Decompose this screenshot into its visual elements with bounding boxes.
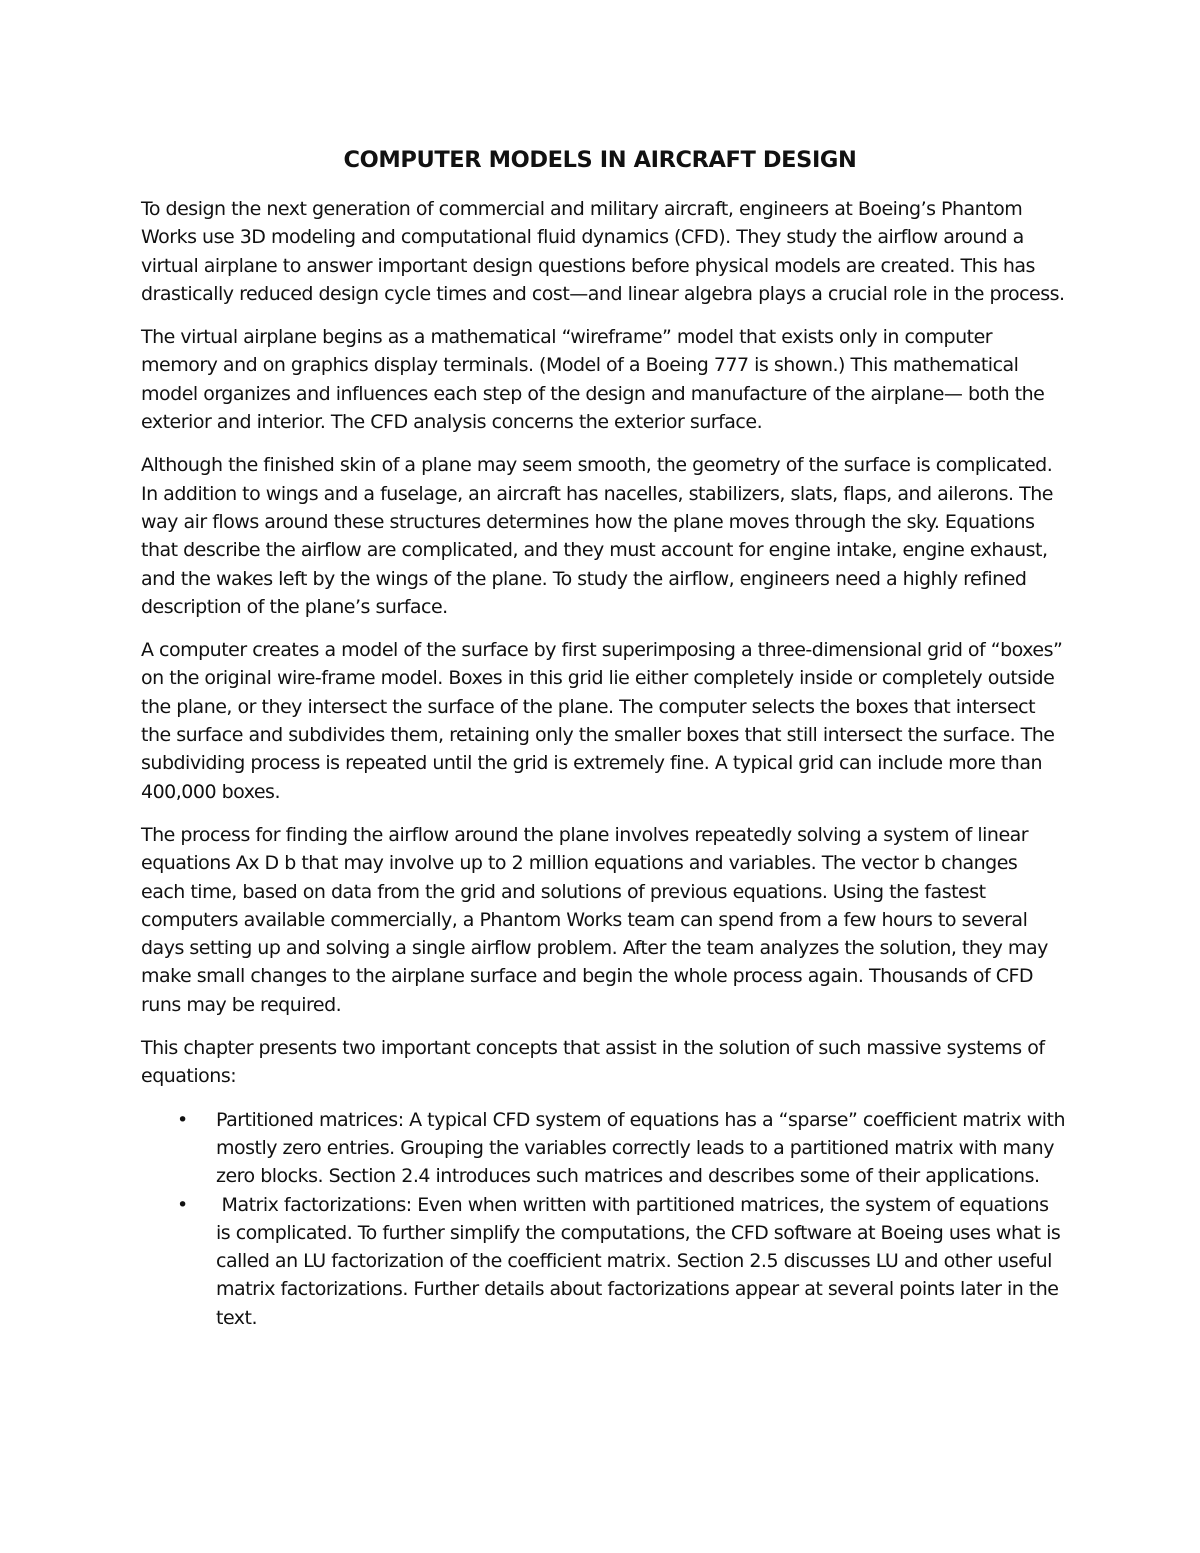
- paragraph-intro: To design the next generation of commercial and military aircraft, engineers at Boeing’s Phantom Works use 3D modeling and computational fluid dynamics (CFD). They study the airflow around a virtual airplane to answer important design questions before physical models are created. This has drastically reduced design cycle times and cost—and linear algebra plays a crucial role in the process.: [141, 198, 1065, 305]
- bullet-text-matrix-factorizations: Matrix factorizations: Even when written with partitioned matrices, the system of equations is complicated. To further simplify the computations, the CFD software at Boeing uses what is called an LU factorization of the coefficient matrix. Section 2.5 discusses LU and other useful matrix factorizations. Further details about factorizations appear at several points later in the text.: [216, 1193, 1066, 1329]
- paragraph-grid-model: A computer creates a model of the surface by first superimposing a three-dimensional grid of “boxes” on the original wire-frame model. Boxes in this grid lie either completely inside or completely outside the plane, or they intersect the surface of the plane. The computer selects the boxes that intersect the surface and subdivides them, retaining only the smaller boxes that still intersect the surface. The subdividing process is repeated until the grid is extremely fine. A typical grid can include more than 400,000 boxes.: [141, 639, 1063, 803]
- bullet-text-partitioned-matrices: Partitioned matrices: A typical CFD system of equations has a “sparse” coefficient matrix with mostly zero entries. Grouping the variables correctly leads to a partitioned matrix with many zero blocks. Section 2.4 introduces such matrices and describes some of their applications.: [216, 1108, 1066, 1188]
- bullet-icon: •: [177, 1108, 188, 1131]
- document-body: [141, 195, 1066, 1332]
- paragraph-chapter-concepts: This chapter presents two important concepts that assist in the solution of such massive systems of equations:: [141, 1037, 1045, 1088]
- list-item: [141, 1106, 1066, 1191]
- paragraph-surface-geometry: Although the finished skin of a plane may seem smooth, the geometry of the surface is complicated. In addition to wings and a fuselage, an aircraft has nacelles, stabilizers, slats, flaps, and ailerons. The way air flows around these structures determines how the plane moves through the sky. Equations that describe the airflow are complicated, and they must account for engine intake, engine exhaust, and the wakes left by the wings of the plane. To study the airflow, engineers need a highly refined description of the plane’s surface.: [141, 454, 1053, 618]
- bullet-icon: •: [177, 1193, 188, 1216]
- concept-bullet-list: [141, 1106, 1066, 1332]
- paragraph-wireframe: The virtual airplane begins as a mathematical “wireframe” model that exists only in computer memory and on graphics display terminals. (Model of a Boeing 777 is shown.) This mathematical model organizes and influences each step of the design and manufacture of the airplane— both the exterior and interior. The CFD analysis concerns the exterior surface.: [141, 326, 1045, 434]
- paragraph-airflow-process: The process for finding the airflow around the plane involves repeatedly solving a system of linear equations Ax D b that may involve up to 2 million equations and variables. The vector b changes each time, based on data from the grid and solutions of previous equations. Using the fastest computers available commercially, a Phantom Works team can spend from a few hours to several days setting up and solving a single airflow problem. After the team analyzes the solution, they may make small changes to the airplane surface and begin the whole process again. Thousands of CFD runs may be required.: [141, 823, 1048, 1016]
- list-item: [141, 1191, 1066, 1332]
- page-title: COMPUTER MODELS IN AIRCRAFT DESIGN: [343, 147, 857, 173]
